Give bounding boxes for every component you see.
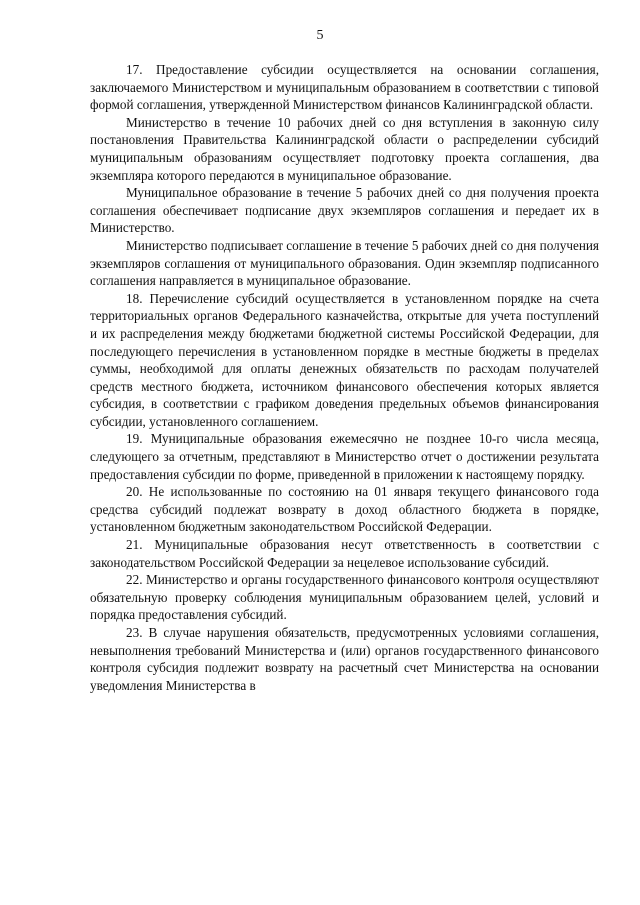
page-number: 5 <box>316 28 324 43</box>
paragraph-20: 20. Не использованные по состоянию на 01 января текущего финансового года средства субсидий подлежат возврату в доход областного бюджета в порядке, установленном бюджетным законодательством Российской Федерации. <box>90 484 599 535</box>
paragraph-21: 21. Муниципальные образования несут ответственность в соответствии с законодательством Российской Федерации за нецелевое использование субсидий. <box>90 537 599 570</box>
paragraph-22: 22. Министерство и органы государственного финансового контроля осуществляют обязательную проверку соблюдения муниципальным образованием целей, условий и порядка предоставления субсидий. <box>90 572 599 623</box>
paragraph-17-ministry-preparation: Министерство в течение 10 рабочих дней со дня вступления в законную силу постановления Правительства Калининградской области о распределении субсидий муниципальным образованиям осуществляет подготовку проекта соглашения, два экземпляра которого передаются в муниципальное образование. <box>90 114 599 183</box>
paragraph-17-municipality-signing: Муниципальное образование в течение 5 рабочих дней со дня получения проекта соглашения обеспечивает подписание двух экземпляров соглашения и передает их в Министерство. <box>90 185 599 236</box>
paragraph-19: 19. Муниципальные образования ежемесячно не позднее 10-го числа месяца, следующего за отчетным, представляют в Министерство отчет о достижении результата предоставления субсидии по форме, приведенной в приложении к настоящему порядку. <box>90 431 599 482</box>
paragraph-18: 18. Перечисление субсидий осуществляется в установленном порядке на счета территориальных органов Федерального казначейства, открытые для учета поступлений и их распределения между бюджетами бюджетной системы Российской Федерации, для последующего перечисления в установленном порядке в местные бюджеты в пределах суммы, необходимой для оплаты денежных обязательств по расходам получателей средств местного бюджета, источником финансового обеспечения которых является субсидия, в соответствии с графиком доведения предельных объемов финансирования субсидии, установленного соглашением. <box>90 290 599 429</box>
document-body <box>90 61 599 694</box>
paragraph-17: 17. Предоставление субсидии осуществляется на основании соглашения, заключаемого Министерством и муниципальным образованием в соответствии с типовой формой соглашения, утвержденной Министерством финансов Калининградской области. <box>90 62 599 113</box>
paragraph-17-ministry-signing: Министерство подписывает соглашение в течение 5 рабочих дней со дня получения экземпляров соглашения от муниципального образования. Один экземпляр подписанного соглашения направляется в муниципальное образование. <box>90 237 599 289</box>
paragraph-23: 23. В случае нарушения обязательств, предусмотренных условиями соглашения, невыполнения требований Министерства и (или) органов государственного финансового контроля субсидия подлежит возврату на расчетный счет Министерства на основании уведомления Министерства в <box>90 625 599 693</box>
